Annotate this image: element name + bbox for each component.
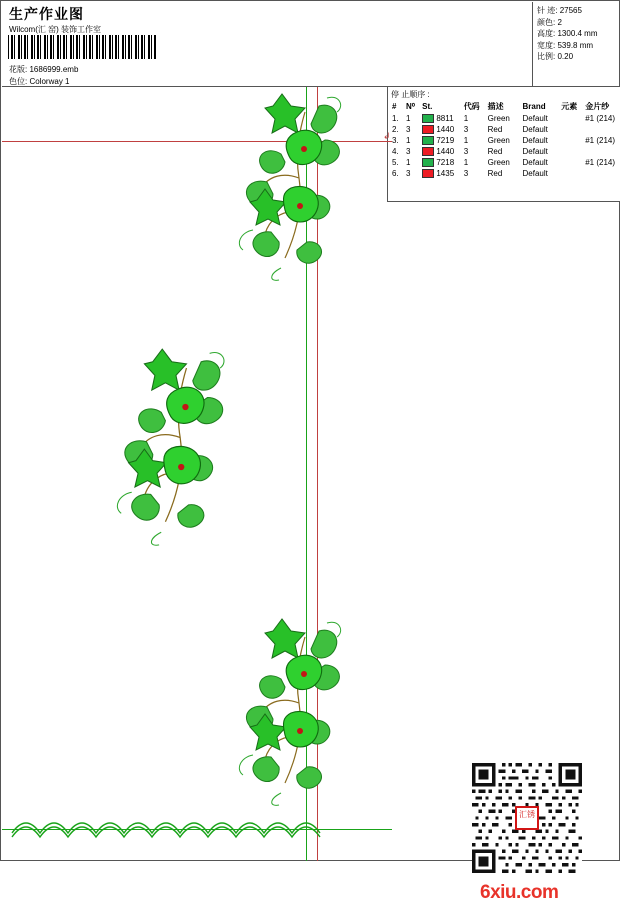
cell-needle: 3 — [406, 147, 411, 156]
cell-description: Red — [487, 125, 503, 134]
col-header-index: # — [392, 102, 397, 111]
floral-vine-middle — [77, 347, 237, 547]
info-value-colors: 2 — [557, 17, 562, 27]
info-row-stitches — [537, 5, 616, 17]
design-canvas[interactable] — [2, 87, 620, 903]
col-header-brand: Brand — [522, 102, 546, 111]
floral-vine-top — [207, 92, 347, 282]
cell-needle: 1 — [406, 136, 411, 145]
col-header-element: 元素 — [561, 102, 578, 111]
cell-needle: 1 — [406, 114, 411, 123]
cell-index: 3. — [392, 136, 399, 145]
cell-index: 5. — [392, 158, 399, 167]
cell-brand: Default — [522, 136, 548, 145]
cell-index: 2. — [392, 125, 399, 134]
scallop-border — [10, 807, 340, 843]
cell-stitch-count: 7219 — [436, 136, 455, 145]
cell-stitch-count: 1435 — [436, 169, 455, 178]
hoop-corner-marker: ↲ — [383, 131, 391, 141]
info-row-scale — [537, 51, 616, 63]
cell-stitch-count: 1440 — [436, 125, 455, 134]
cell-sequin: #1 (214) — [585, 158, 615, 167]
header-left — [2, 2, 532, 87]
page-title: 生产作业图 — [9, 6, 84, 22]
floral-vine-bottom — [207, 617, 347, 807]
watermark-brand: 6xiu.com — [480, 882, 559, 903]
cell-description: Red — [487, 169, 503, 178]
cell-needle: 3 — [406, 125, 411, 134]
cell-needle: 3 — [406, 169, 411, 178]
cell-needle: 1 — [406, 158, 411, 167]
info-label-stitches: 针 迹: — [537, 6, 558, 15]
col-header-description: 描述 — [487, 102, 504, 111]
qr-center-stamp: 汇锈 — [515, 806, 539, 830]
software-name: Wilcom(汇 窑) 装饰工作室 — [9, 25, 101, 34]
cell-brand: Default — [522, 125, 548, 134]
col-header-code: 代码 — [463, 102, 480, 111]
cell-sequin: #1 (214) — [585, 136, 615, 145]
colorway-row — [9, 76, 69, 87]
cell-stitch-count: 7218 — [436, 158, 455, 167]
design-version-value: 1686999.emb — [29, 65, 79, 74]
cell-code: 3 — [463, 169, 469, 178]
info-label-height: 高度: — [537, 29, 556, 38]
design-version-row — [9, 64, 78, 75]
cell-index: 1. — [392, 114, 399, 123]
cell-description: Green — [487, 158, 510, 167]
colorway-value: Colorway 1 — [29, 77, 70, 86]
cell-index: 4. — [392, 147, 399, 156]
cell-code: 3 — [463, 125, 469, 134]
barcode-image — [8, 35, 156, 59]
qr-code — [472, 763, 582, 873]
cell-sequin: #1 (214) — [585, 114, 615, 123]
col-header-stitches: St. — [422, 102, 433, 111]
cell-brand: Default — [522, 114, 548, 123]
cell-description: Green — [487, 114, 510, 123]
cell-brand: Default — [522, 147, 548, 156]
col-header-sequin: 金片纱 — [585, 102, 610, 111]
info-value-width: 539.8 mm — [557, 40, 594, 50]
stop-sequence-title: 停 止顺序 : — [391, 90, 430, 99]
info-value-stitches: 27565 — [559, 6, 582, 15]
design-info-box — [532, 2, 620, 87]
cell-brand: Default — [522, 169, 548, 178]
info-label-colors: 颜色: — [537, 17, 556, 27]
col-header-needle: N⁰ — [406, 102, 416, 111]
cell-stitch-count: 8811 — [436, 114, 454, 123]
cell-description: Red — [487, 147, 503, 156]
info-row-width — [537, 40, 616, 52]
info-value-scale: 0.20 — [557, 52, 574, 61]
cell-description: Green — [487, 136, 510, 145]
info-value-height: 1300.4 mm — [557, 29, 598, 38]
cell-code: 3 — [463, 147, 469, 156]
info-row-height — [537, 28, 616, 40]
cell-code: 1 — [463, 136, 469, 145]
cell-brand: Default — [522, 158, 548, 167]
colorway-label: 色位: — [9, 77, 28, 86]
cell-code: 1 — [463, 114, 469, 123]
cell-code: 1 — [463, 158, 469, 167]
cell-stitch-count: 1440 — [436, 147, 455, 156]
info-row-colors — [537, 17, 616, 29]
info-label-width: 宽度: — [537, 40, 556, 50]
design-version-label: 花版: — [9, 65, 28, 74]
cell-index: 6. — [392, 169, 399, 178]
info-label-scale: 比例: — [537, 52, 556, 61]
